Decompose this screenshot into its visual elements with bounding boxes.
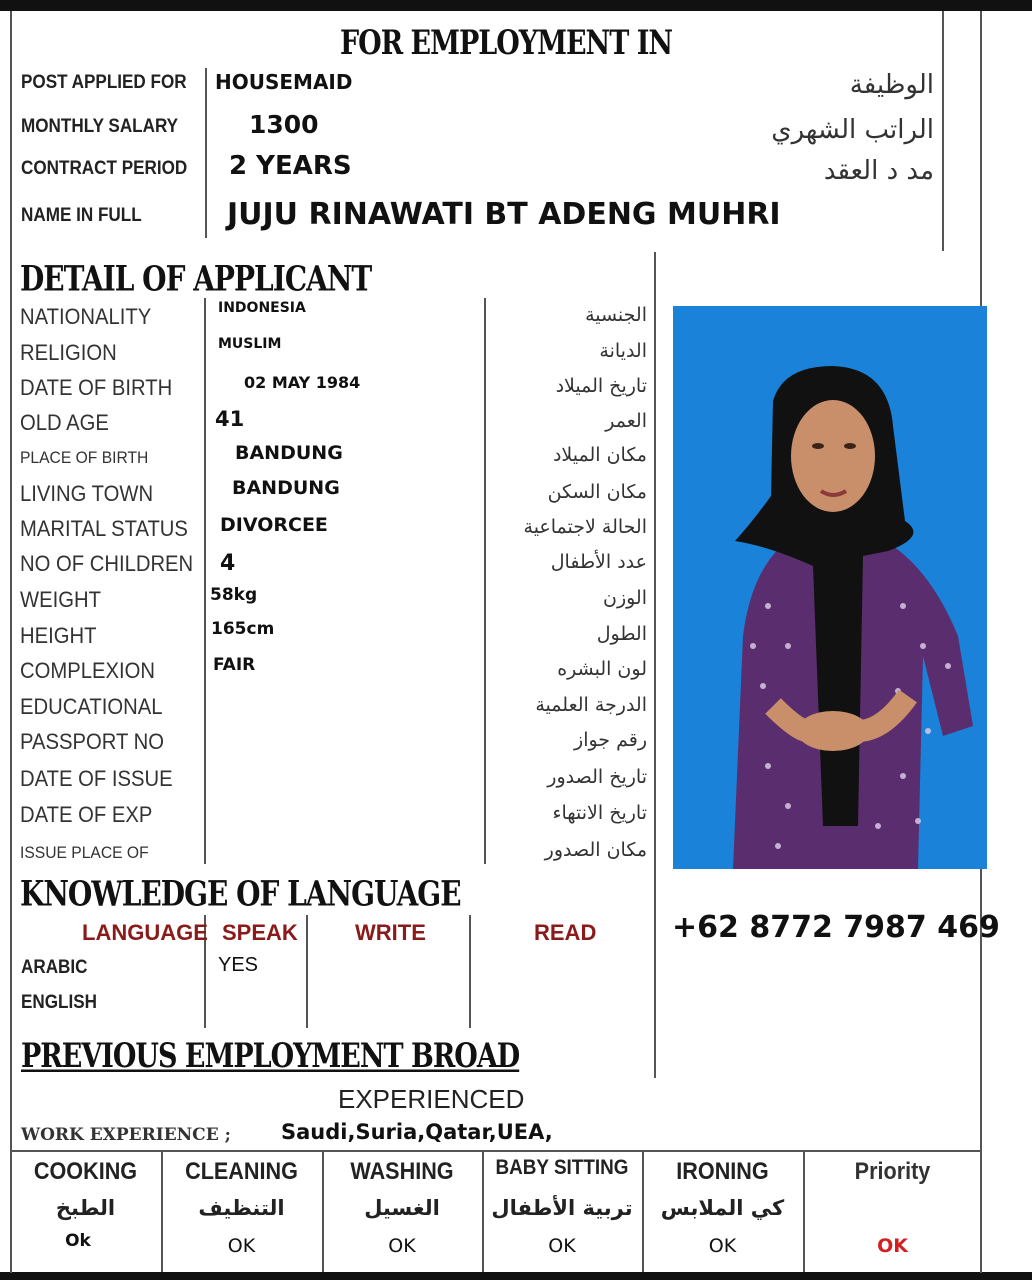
- lang-header-read: READ: [534, 920, 597, 945]
- detail-arabic-label: لون البشره: [557, 658, 647, 680]
- detail-label: DATE OF ISSUE: [20, 766, 173, 791]
- top-border: [0, 0, 1032, 11]
- detail-arabic-label: الطول: [596, 623, 647, 645]
- skill-arabic-label: كي الملابس: [660, 1196, 785, 1220]
- detail-value: FAIR: [213, 655, 256, 675]
- left-frame-line: [10, 11, 12, 1273]
- lang-col-line-2: [306, 915, 308, 1028]
- detail-value: DIVORCEE: [220, 514, 328, 536]
- page-title: FOR EMPLOYMENT IN: [340, 24, 673, 63]
- bottom-border: [0, 1272, 1032, 1280]
- detail-value: 58kg: [210, 585, 258, 605]
- skill-arabic-label: تربية الأطفال: [491, 1196, 633, 1220]
- skill-arabic-label: الغسيل: [364, 1196, 440, 1220]
- detail-value: BANDUNG: [232, 477, 340, 499]
- previous-section-title: PREVIOUS EMPLOYMENT BROAD: [21, 1037, 520, 1076]
- skill-status: OK: [708, 1235, 737, 1257]
- skills-top-line: [10, 1150, 982, 1152]
- skill-status: OK: [877, 1235, 908, 1257]
- post-value: HOUSEMAID: [215, 70, 353, 94]
- skill-status: OK: [548, 1235, 576, 1257]
- detail-label: WEIGHT: [20, 587, 101, 612]
- skill-label: Priority: [854, 1158, 931, 1185]
- salary-arabic: الراتب الشهري: [771, 115, 934, 145]
- detail-label: RELIGION: [20, 340, 117, 365]
- detail-arabic-label: مكان الميلاد: [552, 444, 647, 466]
- skill-label: BABY SITTING: [495, 1156, 629, 1179]
- skill-status: OK: [388, 1235, 416, 1257]
- header-column-line: [205, 68, 207, 238]
- detail-label: MARITAL STATUS: [20, 516, 188, 541]
- detail-arabic-label: مكان السكن: [547, 481, 647, 503]
- detail-arabic-label: الوزن: [602, 587, 647, 609]
- detail-label: HEIGHT: [20, 623, 97, 648]
- skill-arabic-label: الطبخ: [55, 1196, 116, 1220]
- detail-column-line-1: [204, 298, 206, 864]
- salary-label: MONTHLY SALARY: [21, 116, 179, 137]
- detail-value: 165cm: [211, 619, 275, 639]
- skill-status: Ok: [65, 1231, 91, 1251]
- skill-arabic-label: التنظيف: [198, 1196, 285, 1220]
- detail-label: ISSUE PLACE OF: [20, 843, 149, 862]
- detail-label: NO OF CHILDREN: [20, 551, 194, 576]
- contract-value: 2 YEARS: [229, 151, 352, 181]
- contract-label: CONTRACT PERIOD: [21, 158, 188, 179]
- post-label: POST APPLIED FOR: [21, 72, 187, 93]
- detail-arabic-label: تاريخ الانتهاء: [552, 802, 647, 824]
- detail-label: PLACE OF BIRTH: [20, 448, 149, 467]
- detail-arabic-label: العمر: [605, 410, 647, 432]
- post-arabic: الوظيفة: [849, 70, 934, 100]
- detail-label: PASSPORT NO: [20, 729, 164, 754]
- applicant-photo: [673, 306, 987, 869]
- detail-value: 41: [215, 407, 245, 431]
- lang-arabic-speak: YES: [218, 954, 259, 976]
- detail-arabic-label: الدرجة العلمية: [535, 694, 647, 716]
- detail-arabic-label: تاريخ الصدور: [547, 766, 647, 788]
- salary-value: 1300: [249, 110, 319, 139]
- detail-label: EDUCATIONAL: [20, 694, 163, 719]
- lang-row-english: ENGLISH: [21, 992, 98, 1013]
- detail-value: BANDUNG: [235, 442, 343, 464]
- detail-arabic-label: الحالة لاجتماعية: [523, 516, 647, 538]
- lang-header-speak: SPEAK: [222, 920, 298, 945]
- detail-arabic-label: الديانة: [599, 340, 647, 362]
- lang-col-line-3: [469, 915, 471, 1028]
- detail-arabic-label: مكان الصدور: [544, 839, 647, 861]
- applicant-portrait-illustration: [673, 306, 987, 869]
- name-value: JUJU RINAWATI BT ADENG MUHRI: [227, 197, 781, 232]
- detail-arabic-label: عدد الأطفال: [550, 551, 647, 573]
- detail-label: OLD AGE: [20, 410, 109, 435]
- skill-label: CLEANING: [185, 1158, 298, 1185]
- skill-status: OK: [227, 1235, 256, 1257]
- detail-label: DATE OF BIRTH: [20, 375, 173, 400]
- detail-value: MUSLIM: [218, 336, 282, 352]
- detail-label: NATIONALITY: [20, 304, 152, 329]
- skill-label: COOKING: [33, 1158, 138, 1185]
- detail-label: DATE OF EXP: [20, 802, 153, 827]
- detail-arabic-label: تاريخ الميلاد: [555, 375, 647, 397]
- phone-number: +62 8772 7987 469: [672, 910, 1000, 945]
- lang-row-arabic: ARABIC: [21, 957, 88, 978]
- detail-value: 4: [220, 551, 236, 576]
- name-label: NAME IN FULL: [21, 205, 142, 226]
- header-right-line: [942, 11, 944, 251]
- lang-header-language: LANGUAGE: [82, 920, 208, 945]
- detail-arabic-label: الجنسية: [585, 304, 647, 326]
- skill-label: WASHING: [350, 1158, 454, 1185]
- contract-arabic: مد د العقد: [823, 156, 934, 186]
- language-section-title: KNOWLEDGE OF LANGUAGE: [20, 873, 461, 915]
- skill-label: IRONING: [676, 1158, 769, 1185]
- lang-header-write: WRITE: [355, 920, 426, 945]
- experience-status: EXPERIENCED: [338, 1084, 525, 1114]
- detail-arabic-label: رقم جواز: [574, 729, 647, 751]
- applicant-section-title: DETAIL OF APPLICANT: [20, 258, 372, 300]
- photo-column-line: [654, 252, 656, 1078]
- detail-label: LIVING TOWN: [20, 481, 154, 506]
- work-experience-label: WORK EXPERIENCE ;: [21, 1125, 231, 1145]
- detail-label: COMPLEXION: [20, 658, 155, 683]
- detail-column-line-2: [484, 298, 486, 864]
- work-experience-value: Saudi,Suria,Qatar,UEA,: [281, 1120, 553, 1144]
- detail-value: 02 MAY 1984: [244, 373, 361, 392]
- detail-value: INDONESIA: [218, 300, 306, 316]
